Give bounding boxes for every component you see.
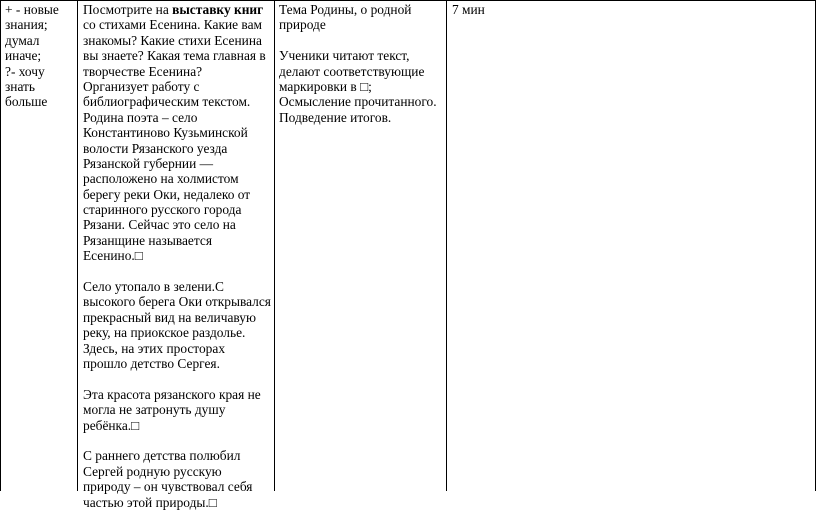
text-line: Константиново Кузьминской — [83, 125, 248, 141]
paragraph-gap — [83, 371, 271, 386]
paragraph-gap — [279, 33, 437, 48]
text-line: старинного русского города — [83, 202, 242, 218]
student-activity-cell — [279, 2, 437, 125]
text-line: волости Рязанского уезда — [83, 140, 228, 156]
intro-prefix: Посмотрите на — [83, 2, 173, 17]
column-divider-1 — [77, 0, 78, 491]
text-line: ребёнка.□ — [83, 417, 140, 433]
text-line: знакомы? Какие стихи Есенина — [83, 32, 262, 48]
teacher-activity-cell — [83, 2, 271, 510]
text-line: Рязани. Сейчас это село на — [83, 217, 236, 233]
text-line: Рязанщине называется — [83, 232, 212, 248]
activity-line: Подведение итогов. — [279, 109, 392, 125]
text-line: природу – он чувствовал себя — [83, 479, 253, 495]
legend-line: думал — [5, 32, 40, 48]
legend-line: ?- хочу — [5, 63, 45, 79]
paragraph-gap — [83, 264, 271, 279]
text-line: частью этой природы.□ — [83, 494, 217, 510]
text-line: реку, на приокское раздолье. — [83, 325, 246, 341]
activity-line: делают соответствующие — [279, 63, 425, 79]
text-line: Эта красота рязанского края не — [83, 386, 261, 402]
text-line: прекрасный вид на величавую — [83, 309, 256, 325]
text-line: берегу реки Оки, недалеко от — [83, 186, 251, 202]
reflection-legend-cell — [5, 2, 59, 110]
text-line: Сергей родную русскую — [83, 463, 222, 479]
text-line: библиографическим текстом. — [83, 94, 251, 110]
activity-line: Осмысление прочитанного. — [279, 94, 437, 110]
text-line: Село утопало в зелени.С — [83, 279, 224, 295]
text-line: С раннего детства полюбил — [83, 448, 241, 464]
text-line: Организует работу с — [83, 78, 200, 94]
text-line: вы знаете? Какая тема главная в — [83, 48, 266, 64]
legend-line: иначе; — [5, 48, 42, 64]
legend-line: больше — [5, 94, 48, 110]
table-top-border — [0, 0, 816, 1]
text-line: высокого берега Оки открывался — [83, 294, 271, 310]
text-line: могла не затронуть душу — [83, 402, 226, 418]
text-line: Рязанской губернии — — [83, 155, 213, 171]
column-divider-2 — [274, 0, 275, 491]
text-line: Есенино.□ — [83, 248, 143, 264]
text-line: расположено на холмистом — [83, 171, 239, 187]
text-line: со стихами Есенина. Какие вам — [83, 17, 262, 33]
column-divider-3 — [446, 0, 447, 491]
activity-line: Ученики читают текст, — [279, 48, 410, 64]
duration-value: 7 мин — [452, 2, 485, 17]
paragraph-gap — [83, 433, 271, 448]
book-exhibition-bold: выставку книг — [172, 2, 264, 17]
table-left-border — [0, 0, 1, 491]
intro-line — [83, 2, 271, 17]
text-line: творчестве Есенина? — [83, 63, 203, 79]
legend-line: знания; — [5, 17, 48, 33]
legend-line: + - новые — [5, 2, 59, 17]
duration-cell — [452, 2, 485, 17]
topic-line: природе — [279, 17, 326, 33]
text-line: прошло детство Сергея. — [83, 355, 220, 371]
text-line: Родина поэта – село — [83, 109, 198, 125]
text-line: Здесь, на этих просторах — [83, 340, 226, 356]
topic-line: Тема Родины, о родной — [279, 2, 412, 17]
activity-line: маркировки в □; — [279, 78, 372, 94]
legend-line: знать — [5, 78, 36, 94]
